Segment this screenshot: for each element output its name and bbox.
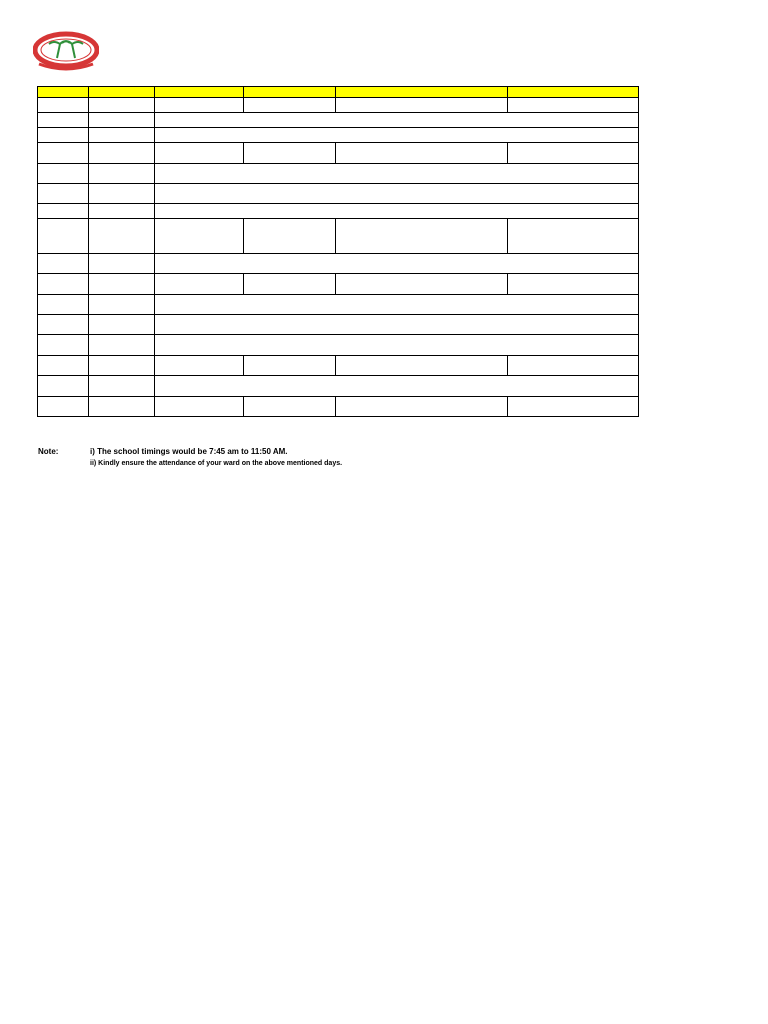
table-cell	[336, 274, 508, 295]
header-cell	[244, 87, 336, 98]
table-cell	[155, 113, 639, 128]
table-cell	[155, 164, 639, 184]
table-cell	[38, 128, 89, 143]
table-cell	[155, 254, 639, 274]
table-cell	[89, 315, 155, 335]
table-cell	[38, 219, 89, 254]
table-cell	[38, 315, 89, 335]
table-cell	[155, 397, 244, 417]
table-row	[38, 113, 639, 128]
table-cell	[89, 376, 155, 397]
school-logo	[33, 30, 99, 74]
table-cell	[89, 113, 155, 128]
table-cell	[38, 254, 89, 274]
table-cell	[155, 98, 244, 113]
table-cell	[244, 397, 336, 417]
table-cell	[89, 184, 155, 204]
table-row	[38, 98, 639, 113]
table-cell	[38, 98, 89, 113]
table-cell	[38, 397, 89, 417]
table-cell	[508, 274, 639, 295]
schedule-table	[37, 86, 639, 417]
table-cell	[155, 295, 639, 315]
table-row	[38, 164, 639, 184]
table-cell	[38, 184, 89, 204]
note-school-timings: i) The school timings would be 7:45 am to 11:50 AM.	[90, 447, 288, 456]
table-cell	[38, 274, 89, 295]
table-row	[38, 397, 639, 417]
table-cell	[508, 397, 639, 417]
table-cell	[38, 335, 89, 356]
table-cell	[155, 274, 244, 295]
table-cell	[508, 143, 639, 164]
table-cell	[89, 143, 155, 164]
table-cell	[38, 164, 89, 184]
table-cell	[508, 98, 639, 113]
header-cell	[508, 87, 639, 98]
table-cell	[155, 335, 639, 356]
table-cell	[89, 128, 155, 143]
table-cell	[89, 335, 155, 356]
table-cell	[244, 356, 336, 376]
table-cell	[508, 219, 639, 254]
header-cell	[38, 87, 89, 98]
table-cell	[38, 376, 89, 397]
table-cell	[336, 219, 508, 254]
table-row	[38, 128, 639, 143]
table-row	[38, 315, 639, 335]
header-cell	[336, 87, 508, 98]
table-cell	[38, 295, 89, 315]
table-cell	[38, 356, 89, 376]
table-row	[38, 376, 639, 397]
table-cell	[155, 315, 639, 335]
table-cell	[336, 98, 508, 113]
table-cell	[89, 295, 155, 315]
table-cell	[38, 113, 89, 128]
logo-inner	[41, 39, 91, 61]
header-cell	[155, 87, 244, 98]
table-cell	[155, 376, 639, 397]
note-attendance: ii) Kindly ensure the attendance of your ward on the above mentioned days.	[90, 460, 343, 467]
table-row	[38, 254, 639, 274]
table-cell	[89, 98, 155, 113]
table-cell	[336, 356, 508, 376]
table-row	[38, 143, 639, 164]
table-cell	[89, 254, 155, 274]
table-cell	[244, 143, 336, 164]
table-cell	[244, 274, 336, 295]
table-cell	[155, 356, 244, 376]
header-cell	[89, 87, 155, 98]
table-row	[38, 184, 639, 204]
table-row	[38, 295, 639, 315]
table-cell	[336, 143, 508, 164]
table-cell	[89, 397, 155, 417]
table-cell	[89, 274, 155, 295]
table-cell	[508, 356, 639, 376]
table-row	[38, 219, 639, 254]
table-cell	[155, 143, 244, 164]
table-cell	[89, 356, 155, 376]
table-cell	[336, 397, 508, 417]
table-row	[38, 356, 639, 376]
table-header-row	[38, 87, 639, 98]
table-cell	[155, 204, 639, 219]
note-label: Note:	[38, 447, 59, 456]
table-cell	[38, 204, 89, 219]
table-cell	[89, 164, 155, 184]
table-cell	[38, 143, 89, 164]
table-cell	[89, 204, 155, 219]
table-row	[38, 335, 639, 356]
table-row	[38, 204, 639, 219]
table-row	[38, 274, 639, 295]
table-cell	[89, 219, 155, 254]
table-cell	[155, 128, 639, 143]
table-cell	[244, 98, 336, 113]
table-cell	[155, 219, 244, 254]
table-cell	[244, 219, 336, 254]
table-cell	[155, 184, 639, 204]
